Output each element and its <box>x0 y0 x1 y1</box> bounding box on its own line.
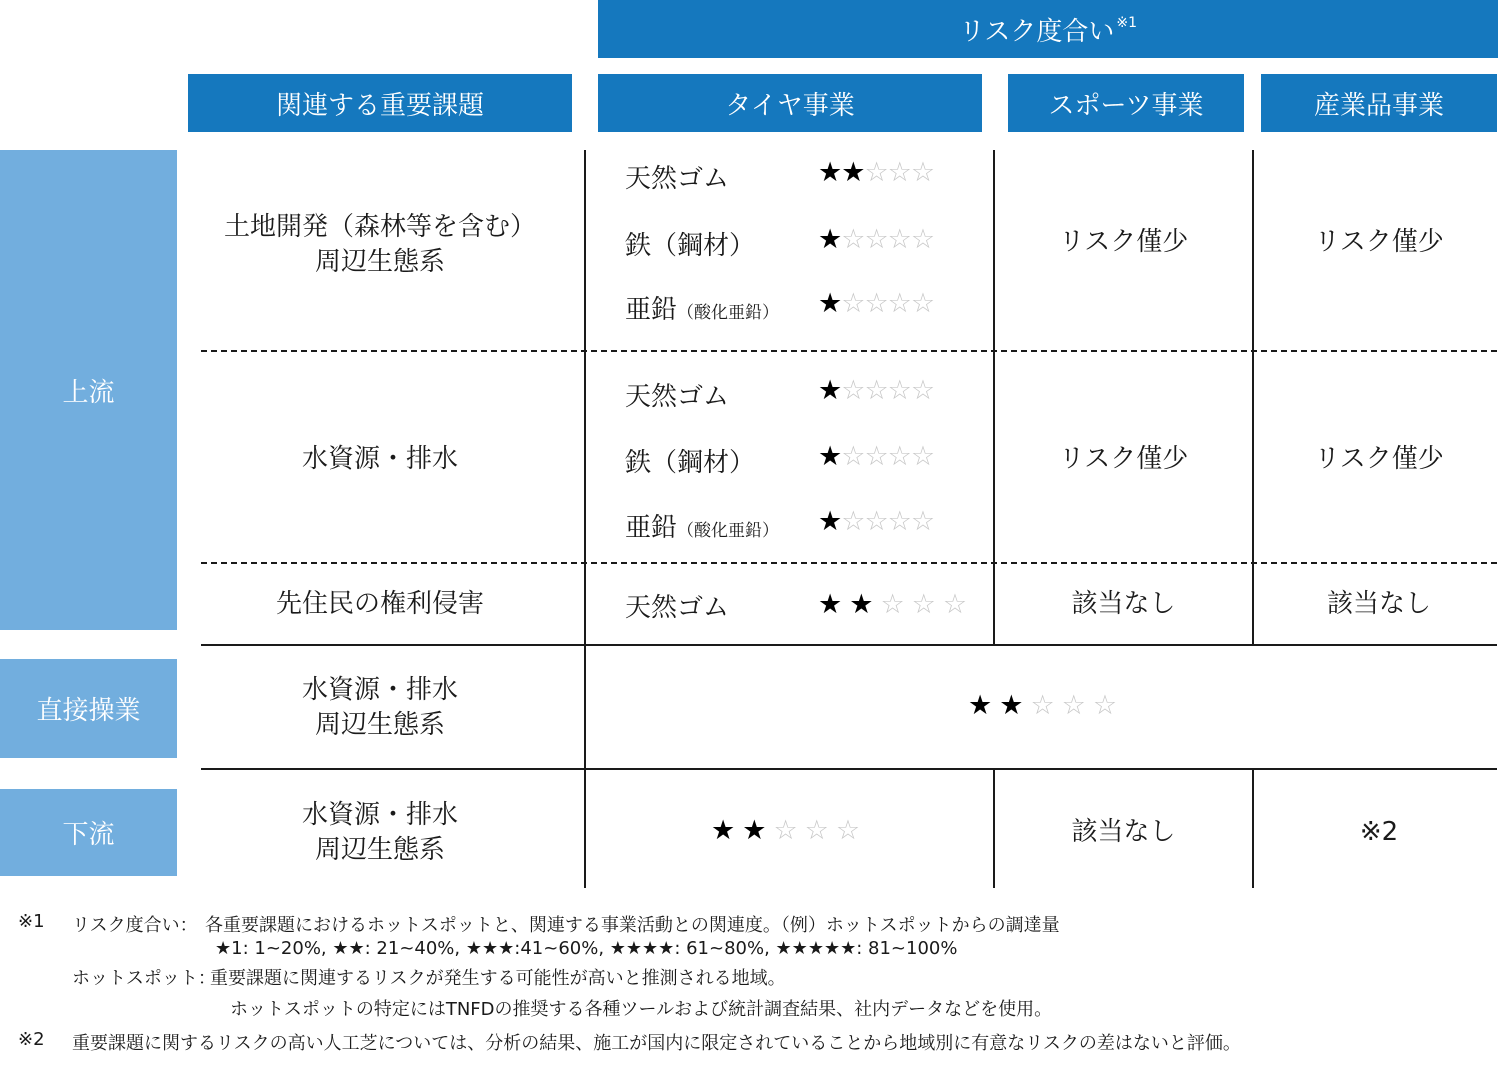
dashed-divider-1 <box>201 350 1497 352</box>
star-empty-icon: ☆ <box>864 375 888 406</box>
rating-stars <box>818 288 934 319</box>
divider-upstream-direct <box>201 644 1497 646</box>
star-filled-icon: ★ <box>818 288 842 319</box>
star-empty-icon: ☆ <box>835 815 868 846</box>
star-filled-icon: ★ <box>818 157 842 188</box>
star-empty-icon: ☆ <box>910 157 935 188</box>
star-empty-icon: ☆ <box>1061 690 1093 721</box>
star-filled-icon: ★ <box>711 815 743 846</box>
material-label: 亜鉛（酸化亜鉛） <box>625 295 780 325</box>
industrial-risk-downstream: ※2 <box>1359 817 1399 847</box>
star-empty-icon: ☆ <box>910 441 935 472</box>
material-label: 天然ゴム <box>625 382 730 412</box>
star-empty-icon: ☆ <box>864 506 888 537</box>
sports-risk-land: リスク僅少 <box>1058 227 1189 257</box>
star-filled-icon: ★ <box>742 815 774 846</box>
rating-stars <box>818 224 934 255</box>
industrial-business-header: 産業品事業 <box>1261 74 1497 132</box>
sports-risk-water: リスク僅少 <box>1058 444 1189 474</box>
star-empty-icon: ☆ <box>864 441 888 472</box>
star-empty-icon: ☆ <box>864 224 888 255</box>
industrial-risk-land: リスク僅少 <box>1314 227 1444 257</box>
stage-downstream: 下流 <box>0 789 177 876</box>
sports-business-header: スポーツ事業 <box>1008 74 1244 132</box>
issue-indigenous-rights: 先住民の権利侵害 <box>275 589 484 619</box>
star-empty-icon: ☆ <box>910 288 935 319</box>
rating-stars <box>818 375 934 406</box>
rating-stars <box>968 690 1124 721</box>
hotspot-label: ホットスポット： <box>72 968 216 989</box>
sports-risk-downstream: 該当なし <box>1071 817 1176 847</box>
star-empty-icon: ☆ <box>864 288 888 319</box>
footnote-1-label: リスク度合い： <box>72 915 198 936</box>
star-empty-icon: ☆ <box>841 224 865 255</box>
issue-column-header: 関連する重要課題 <box>188 74 572 132</box>
star-empty-icon: ☆ <box>887 157 911 188</box>
material-label: 鉄（鋼材） <box>625 231 756 261</box>
divider-direct-downstream <box>201 768 1497 770</box>
star-empty-icon: ☆ <box>864 157 888 188</box>
star-empty-icon: ☆ <box>910 224 935 255</box>
hotspot-text: 重要課題に関連するリスクが発生する可能性が高いと推測される地域。 <box>210 968 786 989</box>
material-label: 鉄（鋼材） <box>625 448 756 478</box>
star-empty-icon: ☆ <box>841 441 865 472</box>
star-filled-icon: ★ <box>818 589 850 620</box>
footnote-2-mark: ※2 <box>18 1029 45 1050</box>
issue-downstream <box>188 795 572 870</box>
material-label: 天然ゴム <box>625 593 730 623</box>
issue-water: 水資源・排水 <box>301 444 458 474</box>
footnote-1-scale: ★1: 1~20%, ★★: 21~40%, ★★★:41~60%, ★★★★: 61~80%, ★★★★★: 81~100% <box>215 938 958 959</box>
star-filled-icon: ★ <box>968 690 1000 721</box>
material-label: 天然ゴム <box>625 164 730 194</box>
risk-level-footnote-ref: ※1 <box>1116 15 1138 31</box>
star-filled-icon: ★ <box>818 224 842 255</box>
star-empty-icon: ☆ <box>887 288 911 319</box>
star-empty-icon: ☆ <box>880 589 912 620</box>
issue-land-line2: 周辺生態系 <box>314 247 445 277</box>
star-filled-icon: ★ <box>849 589 881 620</box>
issue-land-development <box>188 200 572 290</box>
rating-stars <box>818 441 934 472</box>
footnote-1-text: 各重要課題におけるホットスポットと、関連する事業活動との関連度。（例）ホットスポットからの調達量 <box>205 915 1060 936</box>
issue-direct-operations <box>188 670 572 745</box>
star-empty-icon: ☆ <box>1092 690 1125 721</box>
material-label: 亜鉛（酸化亜鉛） <box>625 513 780 543</box>
stage-upstream: 上流 <box>0 150 177 630</box>
star-empty-icon: ☆ <box>887 441 911 472</box>
issue-direct-line2: 周辺生態系 <box>314 709 445 740</box>
star-filled-icon: ★ <box>818 375 842 406</box>
rating-stars <box>818 506 934 537</box>
rating-stars <box>711 815 867 846</box>
issue-direct-line1: 水資源・排水 <box>301 674 458 705</box>
rating-stars <box>818 157 934 188</box>
star-empty-icon: ☆ <box>910 375 935 406</box>
risk-level-label: リスク度合い <box>958 16 1115 47</box>
footnote-2-text: 重要課題に関するリスクの高い人工芝については、分析の結果、施工が国内に限定されていることから地域別に有意なリスクの差はないと評価。 <box>72 1033 1241 1054</box>
star-empty-icon: ☆ <box>841 506 865 537</box>
star-filled-icon: ★ <box>818 506 842 537</box>
star-empty-icon: ☆ <box>911 589 943 620</box>
industrial-risk-water: リスク僅少 <box>1314 444 1444 474</box>
issue-downstream-line1: 水資源・排水 <box>301 799 458 830</box>
issue-downstream-line2: 周辺生態系 <box>314 834 445 865</box>
star-empty-icon: ☆ <box>887 375 911 406</box>
footnote-1-mark: ※1 <box>18 911 45 932</box>
star-empty-icon: ☆ <box>942 589 975 620</box>
star-empty-icon: ☆ <box>841 288 865 319</box>
industrial-risk-indigenous: 該当なし <box>1326 589 1431 619</box>
star-filled-icon: ★ <box>818 441 842 472</box>
star-empty-icon: ☆ <box>887 224 911 255</box>
star-empty-icon: ☆ <box>910 506 935 537</box>
issue-land-line1: 土地開発（森林等を含む） <box>223 212 536 242</box>
stage-direct-operations: 直接操業 <box>0 659 177 758</box>
star-empty-icon: ☆ <box>841 375 865 406</box>
star-filled-icon: ★ <box>999 690 1031 721</box>
hotspot-text-2: ホットスポットの特定にはTNFDの推奨する各種ツールおよび統計調査結果、社内データなどを使用。 <box>230 999 1053 1020</box>
tire-business-header: タイヤ事業 <box>598 74 982 132</box>
star-empty-icon: ☆ <box>773 815 805 846</box>
star-empty-icon: ☆ <box>1030 690 1062 721</box>
star-empty-icon: ☆ <box>887 506 911 537</box>
dashed-divider-2 <box>201 562 1497 564</box>
rating-stars <box>818 589 974 620</box>
star-empty-icon: ☆ <box>804 815 836 846</box>
risk-level-header <box>598 0 1498 58</box>
sports-risk-indigenous: 該当なし <box>1071 589 1176 619</box>
divider-issue-tire <box>584 150 586 888</box>
star-filled-icon: ★ <box>841 157 865 188</box>
